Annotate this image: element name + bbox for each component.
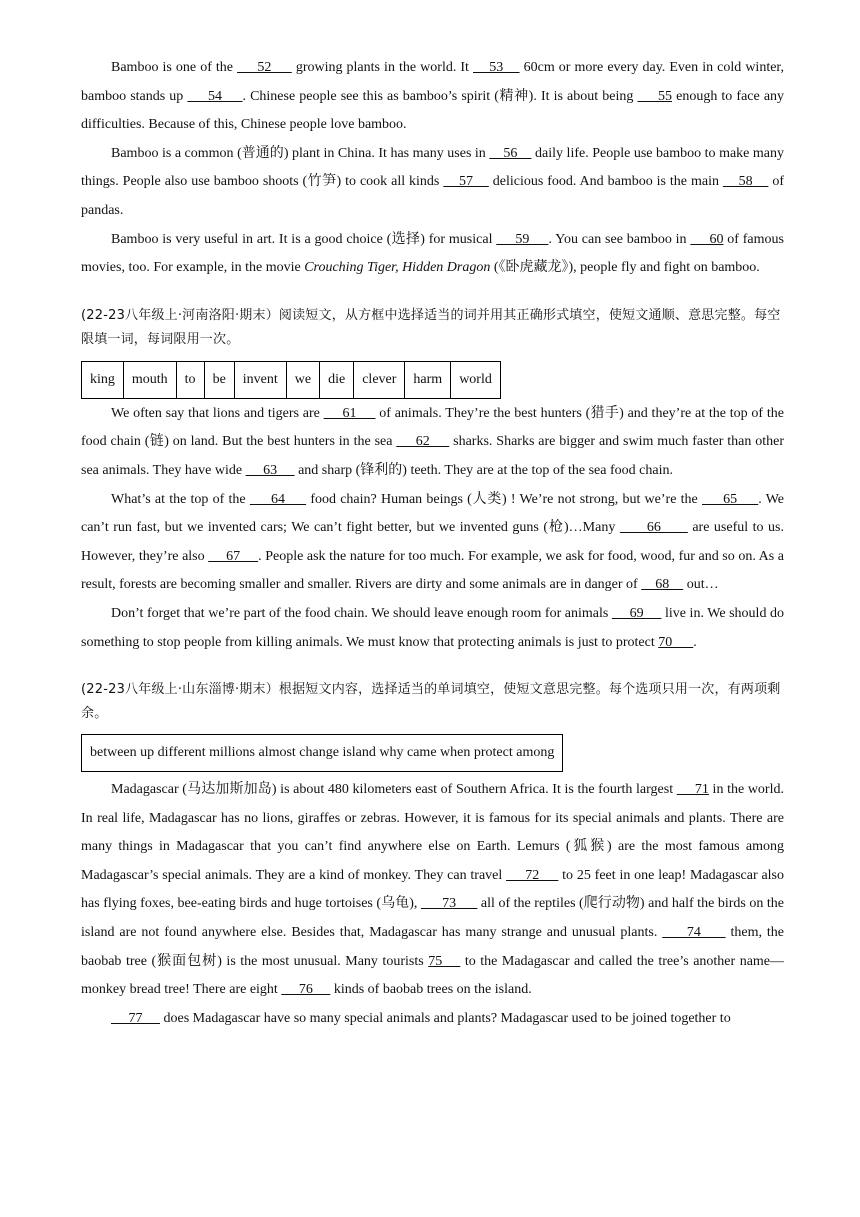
madagascar-paragraph-1 [81,776,784,1005]
answer-blank: 72 [506,867,559,883]
answer-blank: 57 [443,174,489,190]
text-run: of famous movies, too. For example, in the movie [81,231,784,276]
word-bank-cell: harm [405,361,451,398]
answer-blank: 54 [187,88,243,104]
text-run: Madagascar (马达加斯加岛) is about 480 kilometers east of Southern Africa. It is the fourth largest [111,782,677,798]
answer-blank: 64 [249,491,307,507]
answer-blank: 68 [641,577,684,593]
word-bank-table [81,361,501,399]
section-madagascar [81,678,784,1033]
answer-blank: 58 [722,174,769,190]
answer-blank: 65 [701,491,759,507]
word-bank-cell: be [204,361,234,398]
text-run: food chain? Human beings (人类) ! We’re not strong, but we’re the [306,491,702,507]
word-bank-cell: mouth [123,361,176,398]
madagascar-paragraph-2 [81,1005,784,1034]
text-run: are useful to us. However, they’re also [81,520,784,564]
answer-blank: 59 [496,231,549,247]
answer-blank: 60 [690,231,724,247]
word-bank-cell: invent [234,361,286,398]
food-chain-paragraph-2 [81,486,784,600]
answer-blank: 67 [208,548,259,564]
word-bank-cell: king [82,361,124,398]
text-run: Bamboo is one of the [111,60,238,75]
text-run: live in. We should do something to stop people from killing animals. We must know that protecting animals is just to protect [81,605,785,650]
word-bank-cell: world [451,361,501,398]
section-food-chain [81,304,784,657]
text-run: delicious food. And bamboo is the main [488,174,723,190]
food-chain-paragraph-1 [81,400,784,486]
section-bamboo [81,54,784,283]
text-run: . We can’t run fast, but we invented cars; We can’t fight better, but we invented guns (枪)…Many [81,491,784,536]
answer-blank: 66 [619,520,688,536]
word-bank-row [82,361,501,398]
answer-blank: 61 [323,405,376,421]
answer-blank: 74 [662,925,726,941]
bamboo-paragraph-2 [81,140,784,226]
worksheet [81,54,784,1033]
text-run: (《卧虎藏龙》), people fly and fight on bamboo. [490,260,760,276]
answer-blank: 56 [489,145,532,161]
text-run: We often say that lions and tigers are [111,405,324,421]
text-run: to the Madagascar and called the tree’s another name—monkey bread tree! There are eight [81,953,785,998]
answer-blank: 52 [237,60,292,75]
text-run: Bamboo is a common (普通的) plant in China. It has many uses in [111,145,490,161]
option-box: between up different millions almost change island why came when protect among [81,734,563,772]
text-run: enough to face any difficulties. Because of this, Chinese people love bamboo. [81,88,785,133]
bamboo-paragraph-3 [81,226,784,283]
word-bank-cell: clever [354,361,405,398]
text-run: . [693,634,697,650]
answer-blank: 53 [473,60,520,75]
text-run: out… [683,577,719,593]
text-run: kinds of baobab trees on the island. [330,982,532,998]
word-bank-cell: to [176,361,204,398]
text-run: does Madagascar have so many special animals and plants? Madagascar used to be joined together to [160,1010,731,1026]
text-run: and sharp (锋利的) teeth. They are at the top of the sea food chain. [294,462,673,478]
text-run: sharks. Sharks are bigger and swim much faster than other sea animals. They have wide [81,434,785,478]
text-run: of animals. They’re the best hunters (猎手) and they’re at the top of the food chain (链) on land. But the best hunters in the sea [81,405,784,450]
word-bank-cell: die [320,361,354,398]
text-run: of pandas. [81,174,784,218]
answer-blank: 55 [637,88,672,104]
text-run: all of the reptiles (爬行动物) and half the birds on the island are not found anywhere else. Besides that, Madagascar has many strange and unusual plants. [81,896,785,941]
word-bank-cell: we [286,361,319,398]
section-3-instructions: (22-23八年级上·山东淄博·期末）根据短文内容，选择适当的单词填空，使短文意思完整。每个选项只用一次，有两项剩余。 [81,682,781,722]
text-run: Bamboo is very useful in art. It is a good choice (选择) for musical [111,231,497,247]
answer-blank: 62 [396,434,450,450]
answer-blank: 73 [420,896,478,912]
bamboo-paragraph-1 [81,54,784,140]
answer-blank: 70 [658,634,694,650]
answer-blank: 71 [676,782,709,798]
answer-blank: 69 [611,605,662,621]
answer-blank: 77 [111,1010,160,1026]
text-run: them, the baobab tree (猴面包树) is the most unusual. Many tourists [81,925,784,969]
text-run: . Chinese people see this as bamboo’s spirit (精神). It is about being [242,88,638,104]
text-run: What’s at the top of the [111,491,250,507]
text-run: in the world. In real life, Madagascar has no lions, giraffes or zebras. However, it is famous for its special animals and plants. There are many things in Madagascar that you can’t find anywhere else on Earth. Lemurs (狐猴) are the most famous among Madagascar’s special animals. They are a kind of monkey. They can travel [81,782,784,883]
answer-blank: 76 [281,982,331,998]
text-run: . People ask the nature for too much. For example, we ask for food, wood, fur and so on. As a result, forests are becoming smaller and smaller. Rivers are dirty and some animals are in danger of [81,548,784,593]
food-chain-paragraph-3 [81,600,784,657]
text-run: to 25 feet in one leap! Madagascar also has flying foxes, bee-eating birds and huge tortoises (乌龟), [81,867,784,912]
text-run: . You can see bamboo in [548,231,691,247]
answer-blank: 63 [245,462,295,478]
movie-title: Crouching Tiger, Hidden Dragon [304,260,491,276]
text-run: growing plants in the world. It [291,60,474,75]
answer-blank: 75 [428,953,461,969]
text-run: Don’t forget that we’re part of the food chain. We should leave enough room for animals [111,605,612,621]
text-run: daily life. People use bamboo to make many things. People also use bamboo shoots (竹笋) to cook all kinds [81,145,785,190]
section-2-instructions: (22-23八年级上·河南洛阳·期末）阅读短文，从方框中选择适当的词并用其正确形式填空，使短文通顺、意思完整。每空限填一词，每词限用一次。 [81,307,781,347]
text-run: 60cm or more every day. Even in cold winter, bamboo stands up [81,60,785,104]
